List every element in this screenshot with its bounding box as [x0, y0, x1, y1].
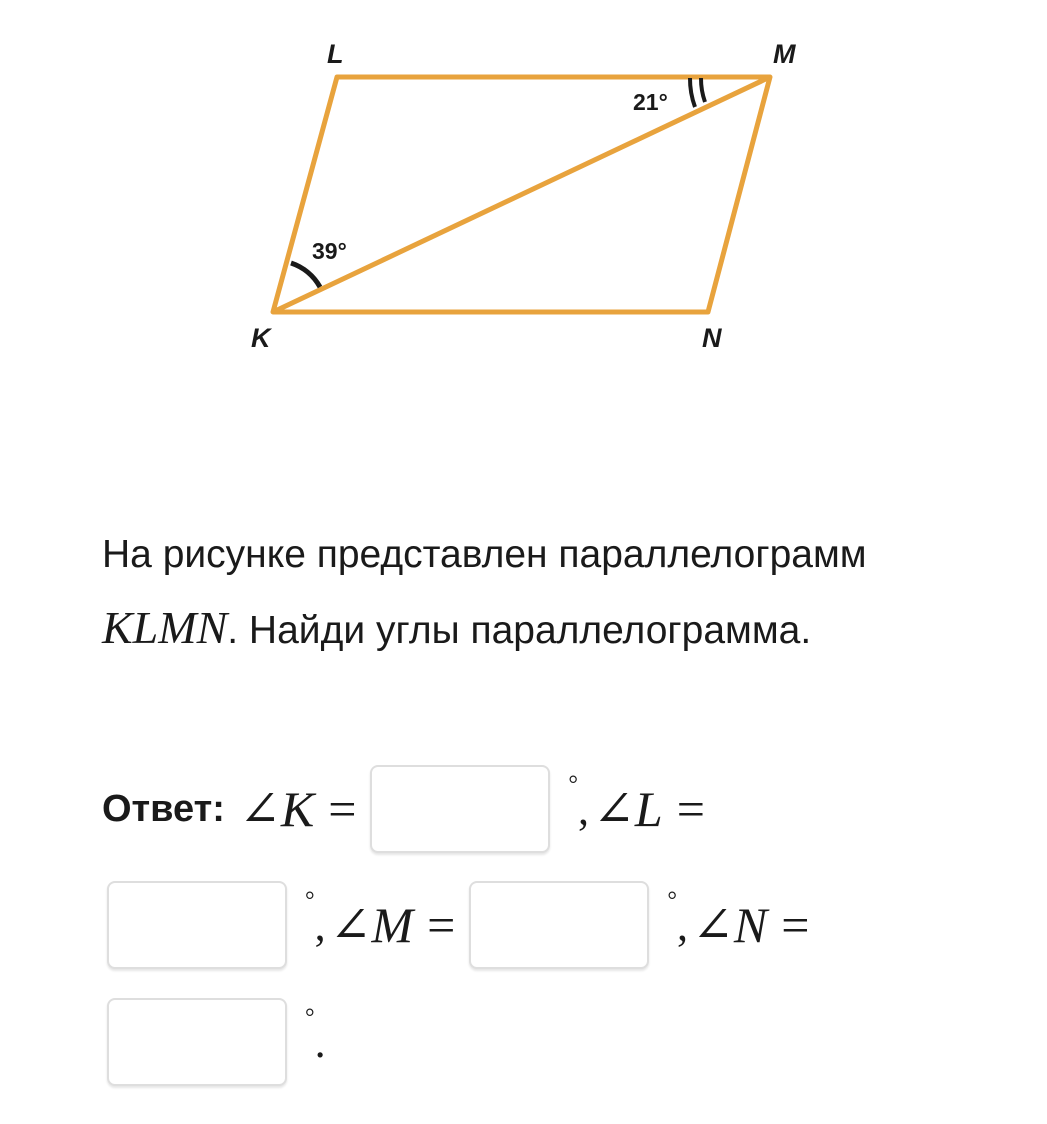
- shape-name: KLMN: [102, 602, 228, 653]
- equals-sign: =: [328, 781, 357, 837]
- angle-k-label: 39°: [312, 238, 347, 264]
- parallelogram-figure: [0, 0, 1047, 420]
- angle-l-symbol: ∠: [593, 781, 635, 837]
- equals-sign: =: [427, 897, 456, 953]
- answer-line-1: [102, 763, 719, 855]
- angle-n-input[interactable]: [107, 998, 287, 1086]
- degree-sign: °: [568, 771, 579, 798]
- angle-m-letter: M: [371, 897, 414, 953]
- vertex-label-n: N: [702, 323, 722, 353]
- angle-m-input[interactable]: [469, 881, 649, 969]
- angle-n-letter: N: [733, 897, 768, 953]
- problem-statement: [102, 518, 982, 667]
- diagonal-km: [273, 77, 770, 312]
- angle-m-arc-inner: [701, 78, 705, 102]
- angle-l-input[interactable]: [107, 881, 287, 969]
- angle-k-input[interactable]: [370, 765, 550, 853]
- equals-sign: =: [676, 781, 705, 837]
- comma: ,: [578, 784, 590, 834]
- angle-m-symbol: ∠: [329, 897, 372, 953]
- period: .: [314, 1017, 326, 1067]
- angle-m-label: 21°: [633, 89, 668, 115]
- equals-sign: =: [781, 897, 810, 953]
- degree-sign: °: [305, 1004, 315, 1031]
- comma: ,: [314, 900, 326, 950]
- degree-sign: °: [305, 887, 315, 914]
- parallelogram-sides: [273, 77, 770, 312]
- answer-label: Ответ:: [102, 787, 225, 830]
- angle-k-arc: [291, 263, 320, 287]
- angle-k-letter: K: [280, 781, 315, 837]
- problem-text-after: . Найди углы параллелограмма.: [227, 609, 812, 652]
- angle-n-symbol: ∠: [691, 897, 734, 953]
- answer-line-3: [107, 996, 330, 1088]
- angle-m-arc-outer: [690, 78, 695, 107]
- angle-l-letter: L: [634, 781, 663, 837]
- vertex-label-l: L: [327, 39, 344, 69]
- angle-k-symbol: ∠: [238, 781, 281, 837]
- vertex-label-k: K: [251, 323, 271, 353]
- degree-sign: °: [667, 887, 677, 914]
- answer-line-2: [107, 879, 823, 971]
- problem-text-before: На рисунке представлен параллелограмм: [102, 533, 867, 576]
- vertex-label-m: M: [773, 39, 796, 69]
- comma: ,: [676, 900, 688, 950]
